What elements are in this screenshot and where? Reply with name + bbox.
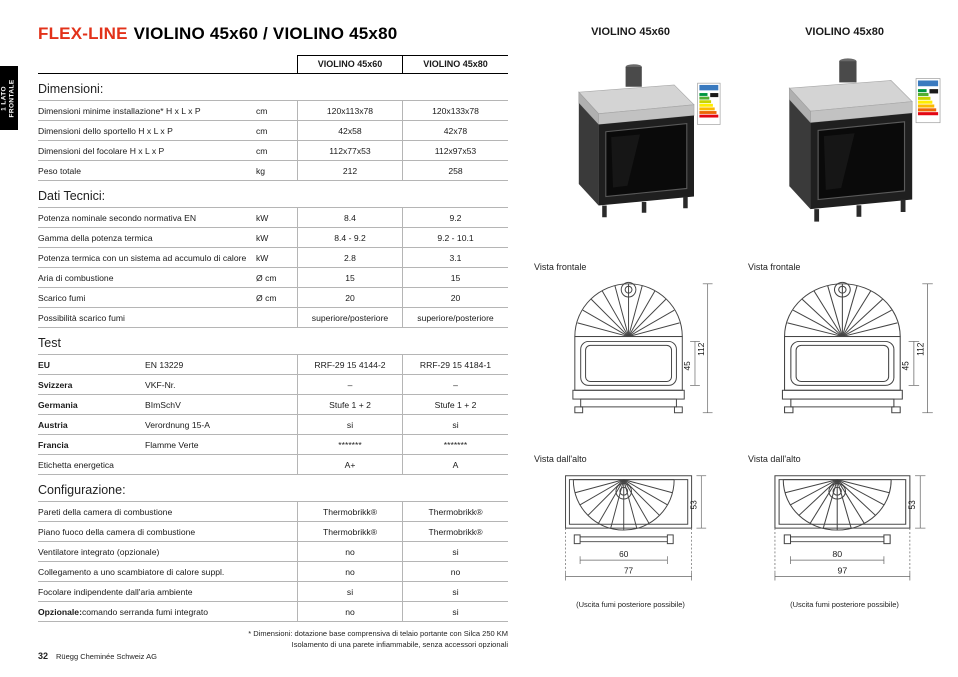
row-unit xyxy=(255,308,297,327)
table-row xyxy=(38,395,508,415)
table-header xyxy=(38,55,508,74)
row-label: Gamma della potenza termica xyxy=(38,232,153,243)
row-label: Potenza termica con un sistema ad accumulo di calore xyxy=(38,252,247,263)
table-row xyxy=(38,248,508,268)
row-label: Aria di combustione xyxy=(38,272,114,283)
value-45x60: A+ xyxy=(297,455,402,474)
chimney-pipe xyxy=(625,67,641,87)
company-name: Rüegg Cheminée Schweiz AG xyxy=(56,652,157,661)
table-row xyxy=(38,435,508,455)
section-heading-dimensioni: Dimensioni: xyxy=(38,82,104,96)
table-row xyxy=(38,208,508,228)
energy-label xyxy=(916,79,940,123)
value-45x80: Thermobrikk® xyxy=(402,502,508,521)
side-tab xyxy=(0,66,18,130)
value-45x80: si xyxy=(402,415,508,434)
value-45x60: 8.4 - 9.2 xyxy=(297,228,402,247)
value-45x80: 9.2 - 10.1 xyxy=(402,228,508,247)
row-standard: VKF-Nr. xyxy=(145,379,176,390)
row-unit: kW xyxy=(256,212,269,223)
value-45x60: 8.4 xyxy=(297,208,402,227)
leg xyxy=(856,205,861,217)
row-unit: kW xyxy=(256,232,269,243)
section-rows-test xyxy=(38,354,508,475)
value-45x60: 15 xyxy=(297,268,402,287)
section-heading-dati-tecnici: Dati Tecnici: xyxy=(38,189,106,203)
row-label: Austria xyxy=(38,419,68,430)
table-row xyxy=(38,308,508,328)
top-view-drawing xyxy=(541,468,721,596)
table-row xyxy=(38,121,508,141)
row-label: Collegamento a uno scambiatore di calore suppl. xyxy=(38,566,225,577)
column-header-45x60: VIOLINO 45x60 xyxy=(297,55,402,73)
table-row xyxy=(38,602,508,622)
row-unit: cm xyxy=(256,145,268,156)
table-row xyxy=(38,455,508,475)
value-45x80: 3.1 xyxy=(402,248,508,267)
dim-top-inner: 80 xyxy=(831,549,842,560)
spec-table-area xyxy=(38,24,508,651)
value-45x80: Thermobrikk® xyxy=(402,522,508,541)
footnote xyxy=(38,628,508,651)
value-45x80: 15 xyxy=(402,268,508,287)
row-label: EU xyxy=(38,359,50,370)
fireplace-render xyxy=(789,58,912,221)
row-unit: Ø cm xyxy=(256,272,277,283)
table-row xyxy=(38,355,508,375)
table-row xyxy=(38,542,508,562)
front-view-drawing xyxy=(545,276,717,444)
value-45x60: 212 xyxy=(297,161,402,180)
table-row xyxy=(38,415,508,435)
front-view-drawing xyxy=(753,276,937,444)
row-label: Piano fuoco della camera di combustione xyxy=(38,526,196,537)
footnote-line-1: * Dimensioni: dotazione base comprensiva di telaio portante con Silca 250 KM xyxy=(248,629,508,638)
leg xyxy=(641,202,646,213)
row-label: Dimensioni del focolare H x L x P xyxy=(38,145,165,156)
row-label: Scarico fumi xyxy=(38,292,86,303)
value-45x80: – xyxy=(402,375,508,394)
row-label: Peso totale xyxy=(38,165,81,176)
dim-top-depth: 53 xyxy=(906,500,917,510)
row-unit: Ø cm xyxy=(256,292,277,303)
value-45x60: 2.8 xyxy=(297,248,402,267)
table-row xyxy=(38,562,508,582)
leg xyxy=(602,206,607,218)
section-heading-test: Test xyxy=(38,336,61,350)
dim-top-inner: 60 xyxy=(618,550,628,560)
row-unit: cm xyxy=(256,105,268,116)
table-header-spacer xyxy=(38,55,297,73)
front-view-caption: Vista frontale xyxy=(748,262,801,272)
table-row xyxy=(38,101,508,121)
row-label: Svizzera xyxy=(38,379,73,390)
page-title-brand: FLEX-LINE xyxy=(38,24,128,43)
glass-door-outline xyxy=(585,345,671,381)
row-label-bold: Opzionale: xyxy=(38,606,82,617)
value-45x80: 258 xyxy=(402,161,508,180)
row-standard: Flamme Verte xyxy=(145,439,199,450)
value-45x80: 120x133x78 xyxy=(402,101,508,120)
dim-front-total: 112 xyxy=(914,342,925,356)
value-45x60: no xyxy=(297,562,402,581)
row-standard: EN 13229 xyxy=(145,359,184,370)
row-unit: kg xyxy=(256,165,266,176)
side-tab-label: 1 LATO FRONTALE xyxy=(0,78,17,118)
panel-title: VIOLINO 45x80 xyxy=(805,26,884,38)
leg xyxy=(683,197,688,209)
dim-front-window: 45 xyxy=(681,361,692,371)
chimney-pipe xyxy=(839,61,856,82)
front-view-caption: Vista frontale xyxy=(534,262,587,272)
table-row xyxy=(38,161,508,181)
energy-label xyxy=(697,83,720,124)
value-45x60: si xyxy=(297,582,402,601)
product-photo xyxy=(749,52,941,252)
top-view-caption: Vista dall'alto xyxy=(534,454,587,464)
page-title-models: VIOLINO 45x60 / VIOLINO 45x80 xyxy=(133,24,398,43)
value-45x60: Stufe 1 + 2 xyxy=(297,395,402,414)
page-title xyxy=(38,24,508,44)
value-45x60: no xyxy=(297,602,402,621)
row-label: Dimensioni dello sportello H x L x P xyxy=(38,125,173,136)
product-photo xyxy=(541,52,721,252)
row-label: Focolare indipendente dall'aria ambiente xyxy=(38,586,193,597)
dim-front-window: 45 xyxy=(899,361,911,371)
row-label: Francia xyxy=(38,439,69,450)
row-standard xyxy=(144,455,297,474)
panel-violino-45x80 xyxy=(742,26,947,611)
table-row xyxy=(38,228,508,248)
row-label: Etichetta energetica xyxy=(38,459,114,470)
row-standard: Verordnung 15-A xyxy=(145,419,210,430)
value-45x60: ******* xyxy=(297,435,402,454)
value-45x80: Stufe 1 + 2 xyxy=(402,395,508,414)
leg xyxy=(814,209,819,221)
row-label xyxy=(38,602,297,621)
dim-top-outer: 97 xyxy=(837,565,847,576)
top-view-caption: Vista dall'alto xyxy=(748,454,801,464)
flue-exit-note: (Uscita fumi posteriore possibile) xyxy=(790,600,899,609)
page-footer xyxy=(38,651,157,661)
top-view-drawing xyxy=(749,468,941,596)
row-label: Pareti della camera di combustione xyxy=(38,506,173,517)
value-45x80: superiore/posteriore xyxy=(402,308,508,327)
value-45x80: RRF-29 15 4184-1 xyxy=(402,355,508,374)
value-45x60: superiore/posteriore xyxy=(297,308,402,327)
dim-top-depth: 53 xyxy=(688,500,698,510)
section-rows-dati-tecnici xyxy=(38,207,508,328)
row-label: Potenza nominale secondo normativa EN xyxy=(38,212,197,223)
table-row xyxy=(38,502,508,522)
row-label-rest: comando serranda fumi integrato xyxy=(81,606,209,617)
row-unit: cm xyxy=(256,125,268,136)
value-45x80: si xyxy=(402,602,508,621)
value-45x80: ******* xyxy=(402,435,508,454)
value-45x60: si xyxy=(297,415,402,434)
value-45x60: Thermobrikk® xyxy=(297,522,402,541)
value-45x60: RRF-29 15 4144-2 xyxy=(297,355,402,374)
dim-front-total: 112 xyxy=(695,342,706,356)
table-row xyxy=(38,522,508,542)
table-row xyxy=(38,268,508,288)
value-45x80: si xyxy=(402,542,508,561)
value-45x80: 42x78 xyxy=(402,121,508,140)
row-label: Possibilità scarico fumi xyxy=(38,312,125,323)
value-45x60: 42x58 xyxy=(297,121,402,140)
flue-exit-note: (Uscita fumi posteriore possibile) xyxy=(576,600,685,609)
footnote-line-2: Isolamento di una parete infiammabile, senza accessori opzionali xyxy=(291,640,508,650)
value-45x80: 20 xyxy=(402,288,508,307)
column-header-45x80: VIOLINO 45x80 xyxy=(402,55,508,73)
table-row xyxy=(38,375,508,395)
row-label: Dimensioni minime installazione* H x L x P xyxy=(38,105,201,116)
value-45x80: no xyxy=(402,562,508,581)
page-number: 32 xyxy=(38,651,49,661)
row-unit: kW xyxy=(256,252,269,263)
value-45x60: no xyxy=(297,542,402,561)
dim-top-outer: 77 xyxy=(623,566,633,576)
section-rows-configurazione xyxy=(38,501,508,622)
value-45x60: 20 xyxy=(297,288,402,307)
value-45x60: 120x113x78 xyxy=(297,101,402,120)
value-45x60: Thermobrikk® xyxy=(297,502,402,521)
section-rows-dimensioni xyxy=(38,100,508,181)
glass-door-outline xyxy=(796,345,889,381)
row-standard: BImSchV xyxy=(145,399,181,410)
table-row xyxy=(38,141,508,161)
value-45x80: si xyxy=(402,582,508,601)
table-row xyxy=(38,288,508,308)
value-45x80: A xyxy=(402,455,508,474)
panel-violino-45x60 xyxy=(528,26,733,611)
value-45x60: – xyxy=(297,375,402,394)
panel-title: VIOLINO 45x60 xyxy=(591,26,670,38)
value-45x80: 112x97x53 xyxy=(402,141,508,160)
row-label: Germania xyxy=(38,399,78,410)
value-45x60: 112x77x53 xyxy=(297,141,402,160)
fireplace-render xyxy=(578,64,693,217)
section-heading-configurazione: Configurazione: xyxy=(38,483,126,497)
row-label: Ventilatore integrato (opzionale) xyxy=(38,546,160,557)
value-45x80: 9.2 xyxy=(402,208,508,227)
table-row xyxy=(38,582,508,602)
leg xyxy=(900,200,905,212)
